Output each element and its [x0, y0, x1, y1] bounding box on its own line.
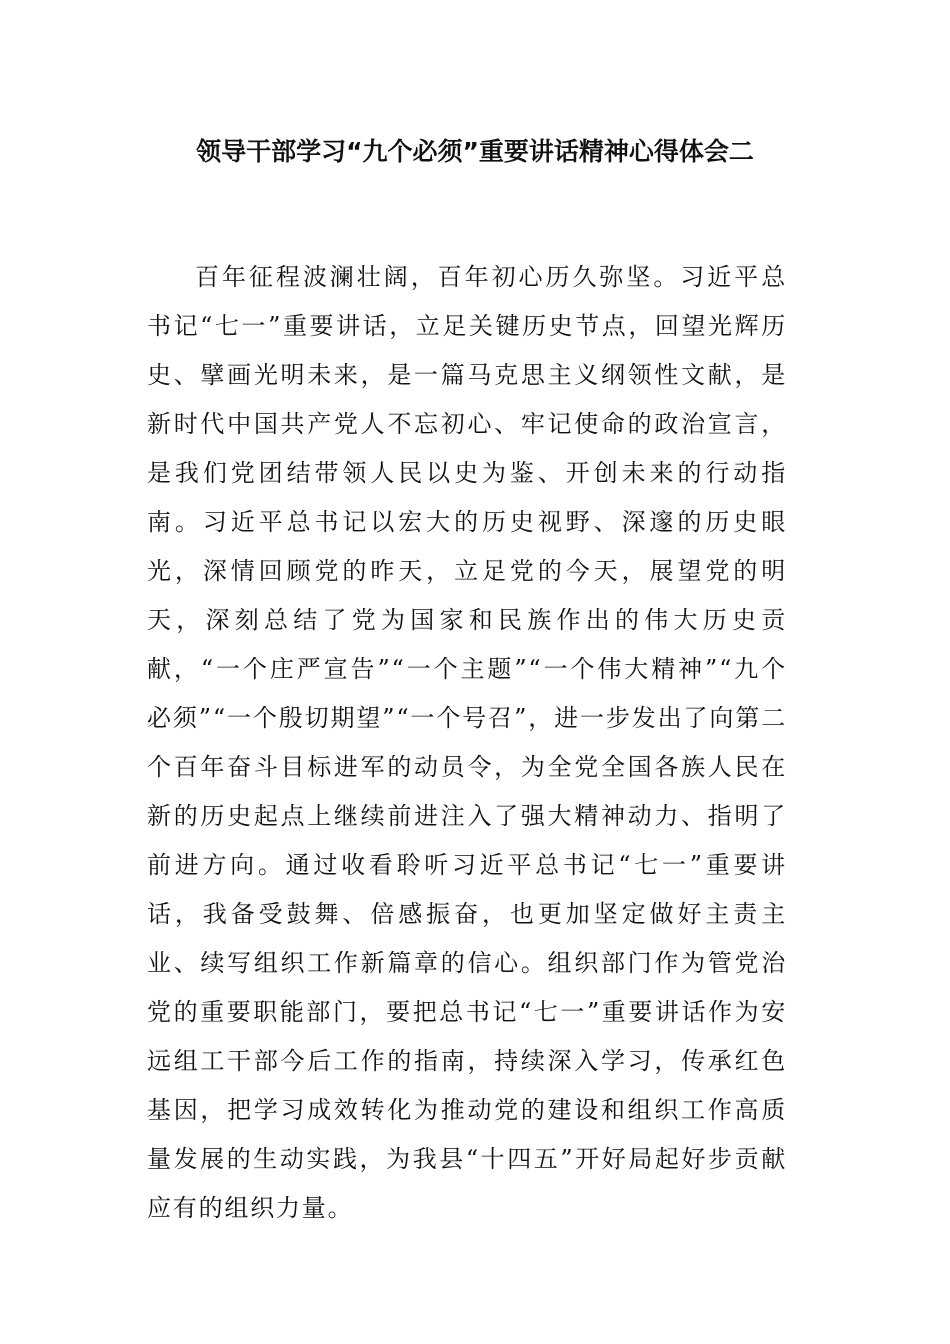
body-paragraph: 百年征程波澜壮阔，百年初心历久弥坚。习近平总书记“七一”重要讲话，立足关键历史节点，回望光辉历史、擘画光明未来，是一篇马克思主义纲领性文献，是新时代中国共产党人不忘初心、牢记使命的政治宣言，是我们党团结带领人民以史为鉴、开创未来的行动指南。习近平总书记以宏大的历史视野、深邃的历史眼光，深情回顾党的昨天，立足党的今天，展望党的明天，深刻总结了党为国家和民族作出的伟大历史贡献，“一个庄严宣告”“一个主题”“一个伟大精神”“九个必须”“一个殷切期望”“一个号召”，进一步发出了向第二个百年奋斗目标进军的动员令，为全党全国各族人民在新的历史起点上继续前进注入了强大精神动力、指明了前进方向。通过收看聆听习近平总书记“七一”重要讲话，我备受鼓舞、倍感振奋，也更加坚定做好主责主业、续写组织工作新篇章的信心。组织部门作为管党治党的重要职能部门，要把总书记“七一”重要讲话作为安远组工干部今后工作的指南，持续深入学习，传承红色基因，把学习成效转化为推动党的建设和组织工作高质量发展的生动实践，为我县“十四五”开好局起好步贡献应有的组织力量。 [147, 263, 787, 1222]
document-title: 领导干部学习“九个必须”重要讲话精神心得体会二 [196, 137, 754, 166]
